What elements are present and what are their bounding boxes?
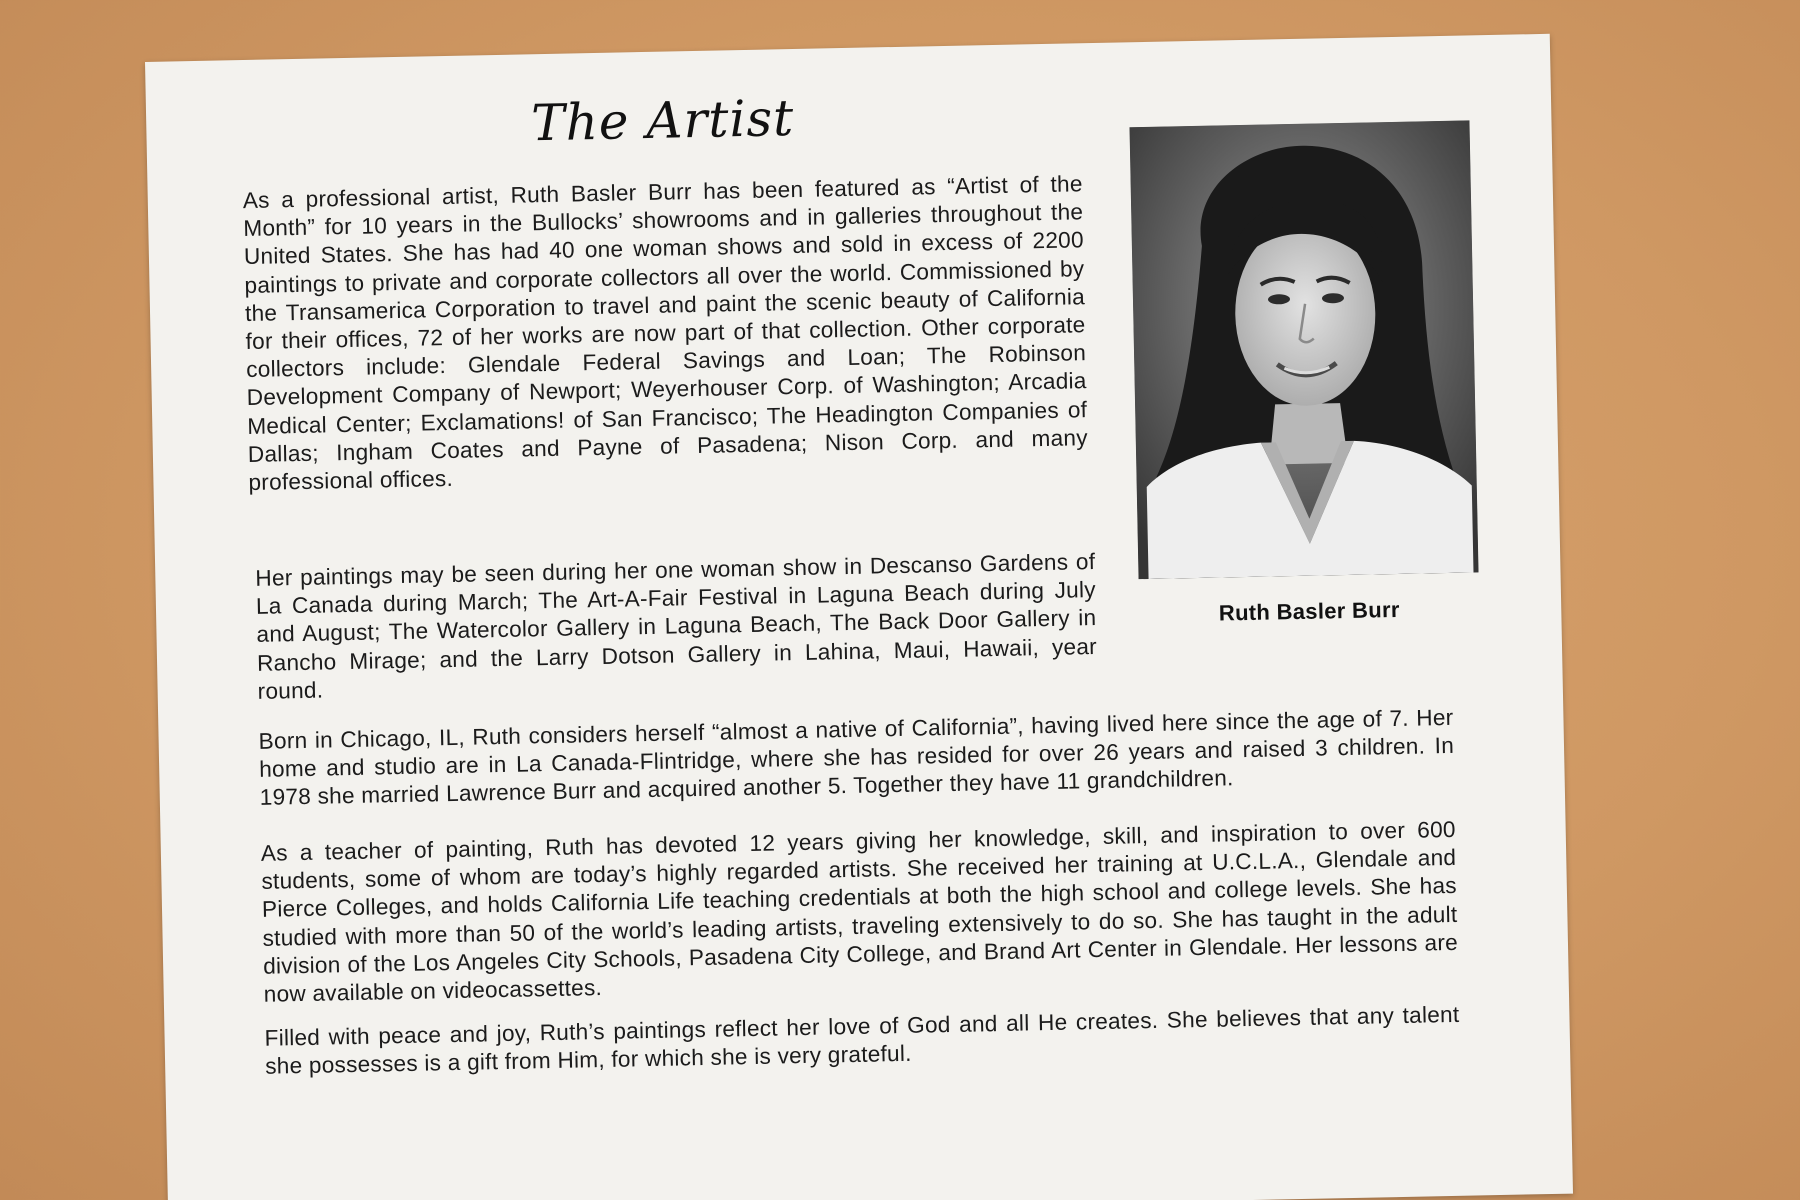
bio-paragraph-faith: Filled with peace and joy, Ruth’s paintings reflect her love of God and all He creates. She believes that any talent she possesses is a gift from Him, for which she is very grateful. (264, 1001, 1460, 1079)
bio-paragraph-galleries: Her paintings may be seen during her one woman show in Descanso Gardens of La Canada during March; The Art-A-Fair Festival in Laguna Beach during July and August; The Watercolor Gallery in Laguna Beach, The Back Door Gallery in Rancho Mirage; and the Larry Dotson Gallery in Lahina, Maui, Hawaii, year round. (255, 549, 1098, 704)
photo-caption: Ruth Basler Burr (1218, 596, 1400, 626)
bio-paragraph-background: Born in Chicago, IL, Ruth considers herself “almost a native of California”, having lived here since the age of 7. Her home and studio are in La Canada-Flintridge, where she has resided for over 26 years and raised 3 children. In 1978 she married Lawrence Burr and acquired another 5. Together they have 11 grandchildren. (258, 704, 1455, 811)
portrait-image (1130, 120, 1479, 579)
artist-bio-sheet (145, 34, 1573, 1200)
bio-paragraph-teaching: As a teacher of painting, Ruth has devoted 12 years giving her knowledge, skill, and inspiration to over 600 students, some of whom are today’s highly regarded artists. She received her training at U.C.L.A., Glendale and Pierce Colleges, and holds California Life teaching credentials at both the high school and college levels. She has studied with more than 50 of the world’s leading artists, traveling extensively to do so. She has taught in the adult division of the Los Angeles City Schools, Pasadena City College, and Brand Art Center in Glendale. Her lessons are now available on videocassettes. (260, 816, 1459, 1007)
bio-paragraph-career: As a professional artist, Ruth Basler Burr has been featured as “Artist of the Month” for 10 years in the Bullocks’ showrooms and in galleries throughout the United States. She has had 40 one woman shows and sold in excess of 2200 paintings to private and corporate collectors all over the world. Commissioned by the Transamerica Corporation to travel and paint the scenic beauty of California for their offices, 72 of her works are now part of that collection. Other corporate collectors include: Glendale Federal Savings and Loan; The Robinson Development Company of Newport; Weyerhouser Corp. of Washington; Arcadia Medical Center; Exclamations! of San Francisco; The Headington Companies of Dallas; Ingham Coates and Payne of Pasadena; Nison Corp. and many professional offices. (242, 171, 1088, 496)
page-title: The Artist (530, 88, 795, 153)
artist-portrait-photo (1130, 120, 1479, 579)
